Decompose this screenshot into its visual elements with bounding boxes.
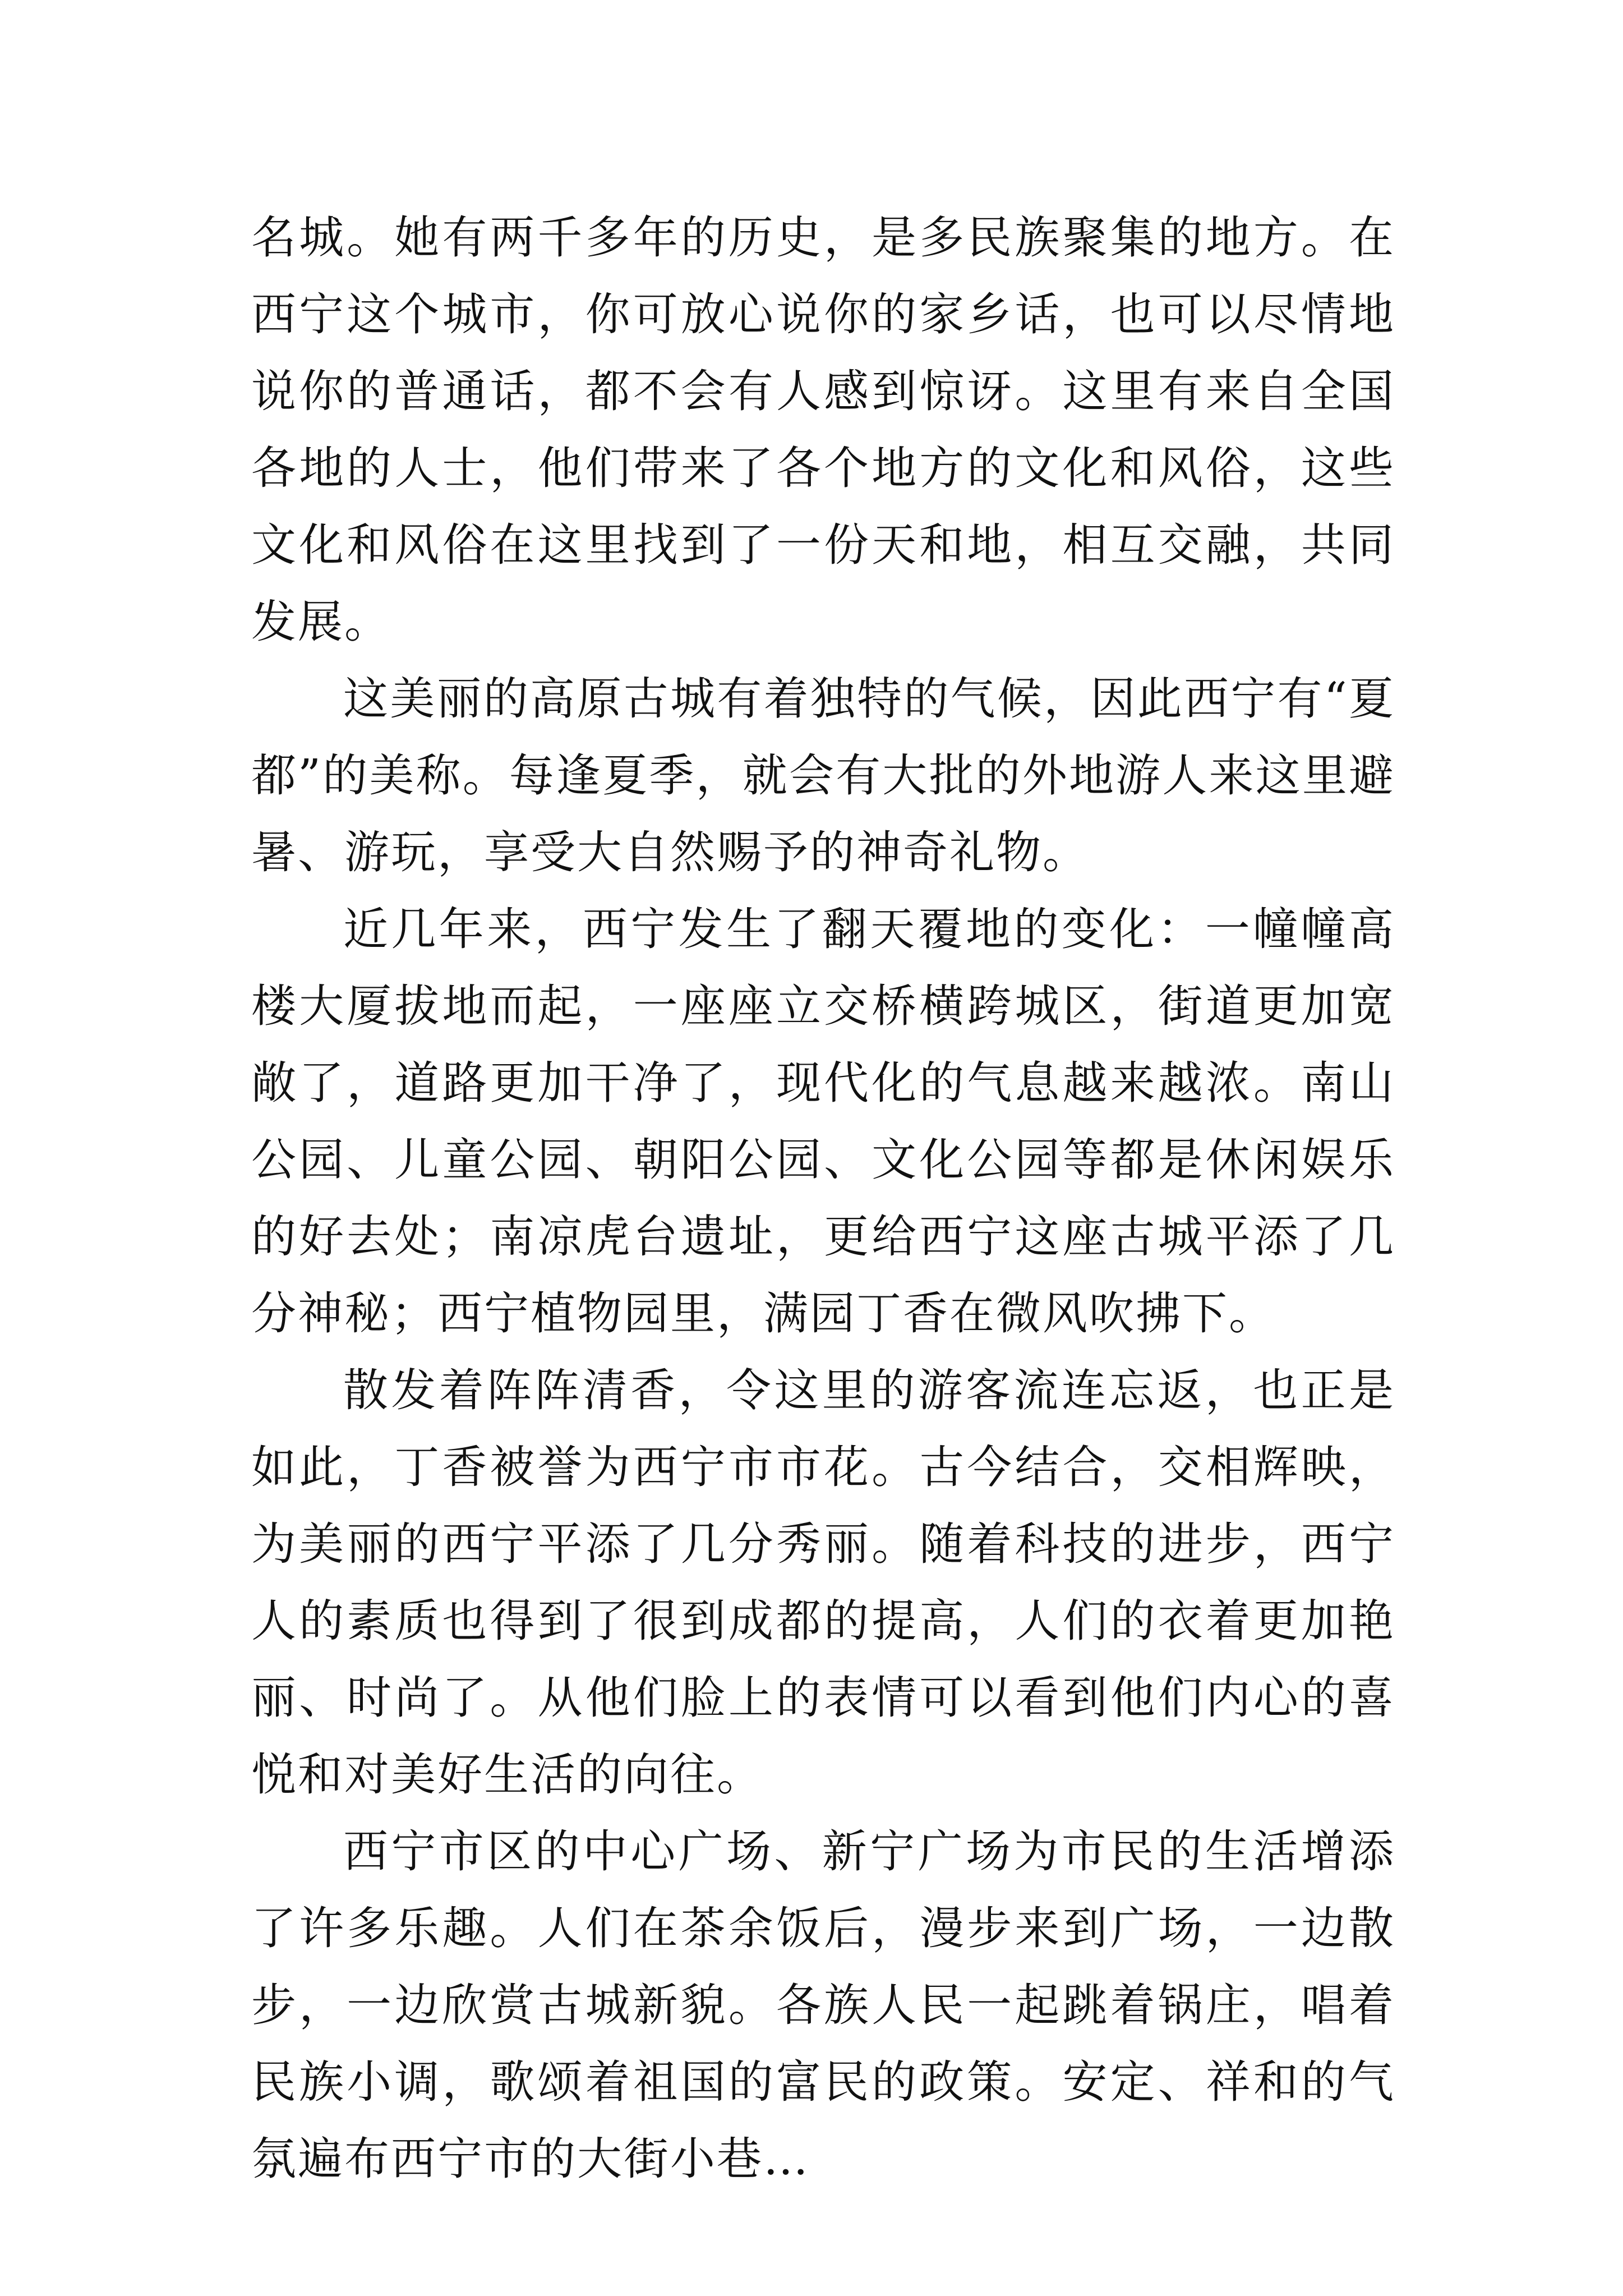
paragraph-3: 近几年来，西宁发生了翻天覆地的变化：一幢幢高楼大厦拔地而起，一座座立交桥横跨城区，街道更加宽敞了，道路更加干净了，现代化的气息越来越浓。南山公园、儿童公园、朝阳公园、文化公园等都是休闲娱乐的好去处；南凉虎台遗址，更给西宁这座古城平添了几分神秘；西宁植物园里，满园丁香在微风吹拂下。 [251,903,1395,1340]
body-text [251,199,1395,2197]
paragraph-5: 西宁市区的中心广场、新宁广场为市民的生活增添了许多乐趣。人们在茶余饭后，漫步来到广场，一边散步，一边欣赏古城新貌。各族人民一起跳着锅庄，唱着民族小调，歌颂着祖国的富民的政策。安定、祥和的气氛遍布西宁市的大街小巷… [251,1825,1395,2185]
paragraph-1: 名城。她有两千多年的历史，是多民族聚集的地方。在西宁这个城市，你可放心说你的家乡话，也可以尽情地说你的普通话，都不会有人感到惊讶。这里有来自全国各地的人士，他们带来了各个地方的文化和风俗，这些文化和风俗在这里找到了一份天和地，相互交融，共同发展。 [251,211,1395,648]
paragraph-2: 这美丽的高原古城有着独特的气候，因此西宁有“夏都”的美称。每逢夏季，就会有大批的外地游人来这里避暑、游玩，享受大自然赐予的神奇礼物。 [251,673,1395,878]
paragraph-4: 散发着阵阵清香，令这里的游客流连忘返，也正是如此，丁香被誉为西宁市市花。古今结合，交相辉映，为美丽的西宁平添了几分秀丽。随着科技的进步，西宁人的素质也得到了很到成都的提高，人们的衣着更加艳丽、时尚了。从他们脸上的表情可以看到他们内心的喜悦和对美好生活的向往。 [251,1364,1395,1801]
